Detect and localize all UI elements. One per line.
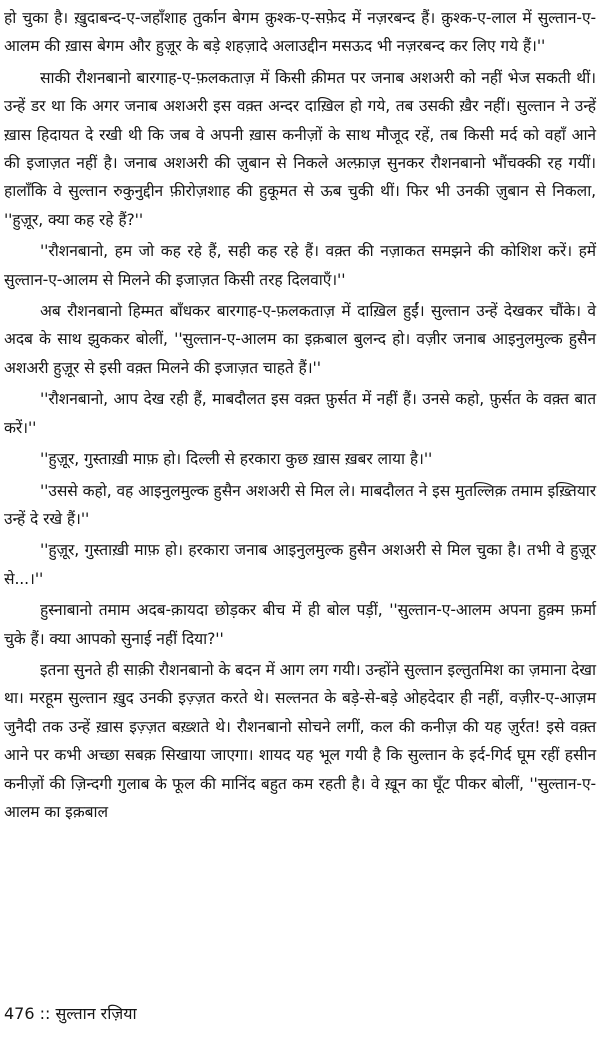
paragraph: साकी रौशनबानो बारगाह-ए-फ़लकताज़ में किसी क़ीमत पर जनाब अशअरी को नहीं भेज सकती थीं। उन्हें डर था कि अगर जनाब अशअरी इस वक़्त अन्दर दाख़िल हो गये, तब उसकी ख़ैर नहीं। सुल्तान ने उन्हें ख़ास हिदायत दे रखी थी कि जब वे अपनी ख़ास कनीज़ों के साथ मौजूद रहें, तब किसी मर्द को वहाँ आने की इजाज़त नहीं है। जनाब अशअरी की ज़ुबान से निकले अल्फ़ाज़ सुनकर रौशनबानो भौंचक्की रह गयीं। हालाँकि वे सुल्तान रुकुनुद्दीन फ़ीरोज़शाह की हुकूमत से ऊब चुकी थीं। फिर भी उनकी ज़ुबान से निकला, ''हुज़ूर, क्या कह रहे हैं?'' (4, 68, 596, 229)
paragraph: ''हुज़ूर, गुस्ताख़ी माफ़ हो। हरकारा जनाब आइनुलमुल्क हुसैन अशअरी से मिल चुका है। तभी वे हुज़ूर से...।'' (4, 541, 596, 588)
paragraph: अब रौशनबानो हिम्मत बाँधकर बारगाह-ए-फ़लकताज़ में दाख़िल हुईं। सुल्तान उन्हें देखकर चौंके। वे अदब के साथ झुककर बोलीं, ''सुल्तान-ए-आलम का इक़बाल बुलन्द हो। वज़ीर जनाब आइनुलमुल्क हुसैन अशअरी हुज़ूर से इसी वक़्त मिलने की इजाज़त चाहते हैं।'' (4, 302, 596, 377)
paragraph: ''रौशनबानो, आप देख रही हैं, माबदौलत इस वक़्त फ़ुर्सत में नहीं हैं। उनसे कहो, फ़ुर्सत के वक़्त बात करें।'' (4, 390, 596, 437)
paragraph: ''उससे कहो, वह आइनुलमुल्क हुसैन अशअरी से मिल ले। माबदौलत ने इस मुतल्लिक़ तमाम इख़्तियार उन्हें दे रखे हैं।'' (4, 481, 596, 528)
body-text (4, 4, 596, 829)
paragraph: हुस्नाबानो तमाम अदब-क़ायदा छोड़कर बीच में ही बोल पड़ीं, ''सुल्तान-ए-आलम अपना हुक़्म फ़र्मा चुके हैं। क्या आपको सुनाई नहीं दिया?'' (4, 601, 596, 648)
paragraph: ''रौशनबानो, हम जो कह रहे हैं, सही कह रहे हैं। वक़्त की नज़ाकत समझने की कोशिश करें। हमें सुल्तान-ए-आलम से मिलने की इजाज़त किसी तरह दिलवाएँ।'' (4, 242, 596, 289)
paragraph: ''हुज़ूर, गुस्ताख़ी माफ़ हो। दिल्ली से हरकारा कुछ ख़ास ख़बर लाया है।'' (40, 450, 433, 469)
paragraph: इतना सुनते ही साक़ी रौशनबानो के बदन में आग लग गयी। उन्होंने सुल्तान इल्तुतमिश का ज़माना देखा था। मरहूम सुल्तान ख़ुद उनकी इज़्ज़त करते थे। सल्तनत के बड़े-से-बड़े ओहदेदार ही नहीं, वज़ीर-ए-आज़म जुनैदी तक उन्हें ख़ास इज़्ज़त बख़्शते थे। रौशनबानो सोचने लगीं, कल की कनीज़ की यह ज़ुर्रत! इसे वक़्त आने पर कभी अच्छा सबक़ सिखाया जाएगा। शायद यह भूल गयी है कि सुल्तान के इर्द-गिर्द घूम रहीं हसीन कनीज़ों की ज़िन्दगी गुलाब के फूल की मानिंद बहुत कम रहती है। वे ख़ून का घूँट पीकर बोलीं, ''सुल्तान-ए-आलम का इक़बाल (4, 660, 596, 821)
page-footer: 476 :: सुल्तान रज़िया (4, 1004, 137, 1023)
paragraph-continued: हो चुका है। ख़ुदाबन्द-ए-जहाँशाह तुर्कान बेगम क़ुश्क-ए-सफ़ेद में नज़रबन्द हैं। क़ुश्क-ए-लाल में सुल्तान-ए-आलम की ख़ास बेगम और हुज़ूर के बड़े शहज़ादे अलाउद्दीन मसऊद भी नज़रबन्द कर लिए गये हैं।'' (4, 9, 596, 56)
